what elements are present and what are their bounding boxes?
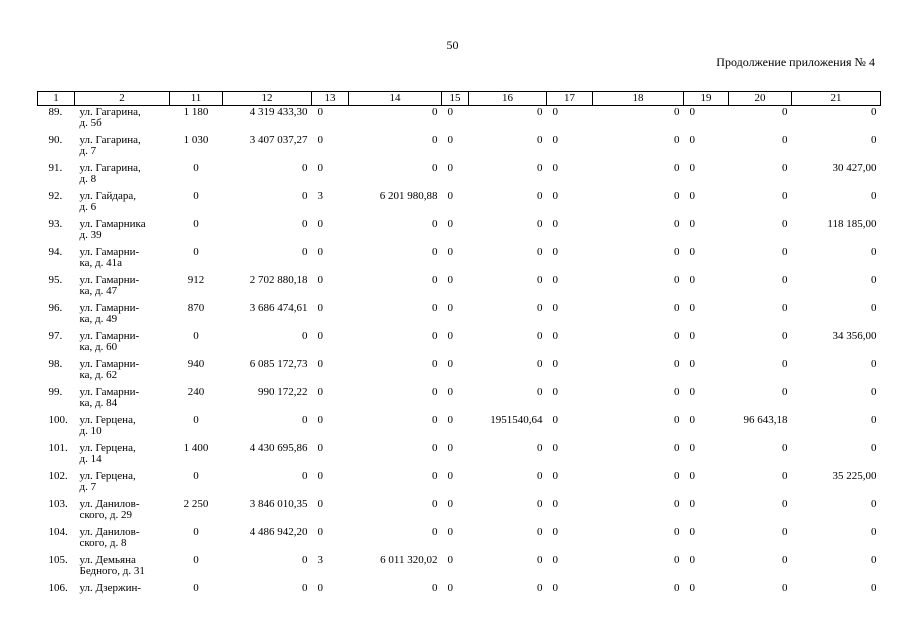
address-cell: ул. Дзержин- — [79, 583, 142, 594]
value-cell: 0 — [432, 275, 438, 286]
value-cell: 0 — [674, 443, 680, 454]
value-cell: 0 — [193, 583, 199, 594]
value-cell: 912 — [187, 275, 205, 286]
value-cell: 0 — [674, 583, 680, 594]
value-cell: 0 — [782, 219, 788, 230]
value-cell: 0 — [782, 135, 788, 146]
value-cell: 0 — [871, 247, 877, 258]
row-number-cell: 92. — [48, 191, 63, 202]
value-cell: 0 — [537, 499, 543, 510]
value-cell: 0 — [317, 499, 323, 510]
value-cell: 0 — [537, 443, 543, 454]
column-header: 16 — [469, 92, 547, 106]
table-row — [38, 583, 881, 611]
value-cell: 0 — [552, 499, 558, 510]
value-cell: 0 — [447, 331, 453, 342]
value-cell: 0 — [782, 247, 788, 258]
value-cell: 0 — [317, 275, 323, 286]
value-cell: 0 — [537, 163, 543, 174]
table-row — [38, 247, 881, 275]
value-cell: 4 430 695,86 — [249, 443, 308, 454]
table-row — [38, 331, 881, 359]
value-cell: 870 — [187, 303, 205, 314]
value-cell: 0 — [674, 555, 680, 566]
value-cell: 118 185,00 — [827, 219, 877, 230]
value-cell: 0 — [302, 471, 308, 482]
address-cell: ул. Гамарни- ка, д. 60 — [79, 331, 140, 353]
value-cell: 0 — [689, 303, 695, 314]
table-row — [38, 191, 881, 219]
column-header: 12 — [223, 92, 312, 106]
value-cell: 0 — [552, 555, 558, 566]
value-cell: 0 — [537, 471, 543, 482]
value-cell: 0 — [447, 275, 453, 286]
column-header: 1 — [38, 92, 75, 106]
value-cell: 0 — [782, 387, 788, 398]
value-cell: 0 — [689, 527, 695, 538]
value-cell: 0 — [782, 527, 788, 538]
value-cell: 0 — [193, 331, 199, 342]
value-cell: 0 — [432, 527, 438, 538]
value-cell: 0 — [317, 331, 323, 342]
value-cell: 0 — [537, 106, 543, 118]
value-cell: 0 — [689, 135, 695, 146]
value-cell: 0 — [317, 443, 323, 454]
value-cell: 30 427,00 — [832, 163, 877, 174]
value-cell: 0 — [871, 387, 877, 398]
address-cell: ул. Гамарни- ка, д. 84 — [79, 387, 140, 409]
value-cell: 0 — [689, 499, 695, 510]
value-cell: 0 — [537, 387, 543, 398]
value-cell: 0 — [689, 583, 695, 594]
value-cell: 0 — [317, 359, 323, 370]
value-cell: 0 — [871, 275, 877, 286]
value-cell: 0 — [432, 471, 438, 482]
value-cell: 0 — [871, 555, 877, 566]
header-row — [38, 92, 881, 106]
value-cell: 0 — [193, 191, 199, 202]
value-cell: 3 686 474,61 — [249, 303, 308, 314]
value-cell: 0 — [447, 555, 453, 566]
address-cell: ул. Демьяна Бедного, д. 31 — [79, 555, 145, 577]
value-cell: 0 — [552, 527, 558, 538]
table-body — [38, 106, 881, 612]
value-cell: 0 — [689, 191, 695, 202]
address-cell: ул. Гамарни- ка, д. 49 — [79, 303, 140, 325]
value-cell: 0 — [447, 415, 453, 426]
value-cell: 0 — [447, 471, 453, 482]
value-cell: 0 — [782, 106, 788, 118]
column-header: 17 — [547, 92, 593, 106]
value-cell: 0 — [302, 331, 308, 342]
row-number-cell: 96. — [48, 303, 63, 314]
value-cell: 0 — [302, 415, 308, 426]
value-cell: 3 407 037,27 — [249, 135, 308, 146]
row-number-cell: 103. — [48, 499, 68, 510]
row-number-cell: 95. — [48, 275, 63, 286]
column-header: 13 — [312, 92, 349, 106]
value-cell: 0 — [432, 219, 438, 230]
row-number-cell: 100. — [48, 415, 68, 426]
value-cell: 0 — [447, 135, 453, 146]
value-cell: 0 — [689, 106, 695, 118]
value-cell: 0 — [674, 415, 680, 426]
address-cell: ул. Данилов- ского, д. 8 — [79, 527, 140, 549]
row-number-cell: 106. — [48, 583, 68, 594]
value-cell: 0 — [782, 275, 788, 286]
value-cell: 0 — [674, 499, 680, 510]
table-row — [38, 499, 881, 527]
value-cell: 0 — [537, 527, 543, 538]
value-cell: 0 — [871, 527, 877, 538]
value-cell: 0 — [447, 387, 453, 398]
value-cell: 0 — [432, 415, 438, 426]
address-cell: ул. Гагарина, д. 5б — [79, 106, 141, 129]
data-table — [37, 91, 881, 611]
value-cell: 0 — [537, 247, 543, 258]
table-row — [38, 387, 881, 415]
value-cell: 96 643,18 — [743, 415, 788, 426]
value-cell: 2 250 — [183, 499, 209, 510]
page-number: 50 — [446, 38, 459, 52]
value-cell: 0 — [447, 303, 453, 314]
value-cell: 0 — [871, 191, 877, 202]
value-cell: 0 — [447, 106, 453, 118]
value-cell: 0 — [674, 191, 680, 202]
value-cell: 0 — [871, 443, 877, 454]
table-row — [38, 275, 881, 303]
value-cell: 0 — [871, 106, 877, 118]
value-cell: 0 — [193, 555, 199, 566]
address-cell: ул. Гагарина, д. 8 — [79, 163, 141, 185]
value-cell: 0 — [432, 247, 438, 258]
column-header: 21 — [792, 92, 881, 106]
value-cell: 0 — [552, 471, 558, 482]
value-cell: 0 — [447, 163, 453, 174]
value-cell: 0 — [447, 191, 453, 202]
address-cell: ул. Гамарни- ка, д. 62 — [79, 359, 140, 381]
value-cell: 0 — [552, 583, 558, 594]
value-cell: 0 — [674, 471, 680, 482]
value-cell: 0 — [432, 359, 438, 370]
value-cell: 1 180 — [183, 106, 209, 118]
table-row — [38, 443, 881, 471]
value-cell: 0 — [302, 163, 308, 174]
value-cell: 0 — [782, 359, 788, 370]
value-cell: 0 — [193, 219, 199, 230]
value-cell: 0 — [537, 275, 543, 286]
value-cell: 0 — [432, 387, 438, 398]
value-cell: 6 011 320,02 — [380, 555, 438, 566]
value-cell: 0 — [782, 555, 788, 566]
row-number-cell: 89. — [48, 106, 63, 118]
value-cell: 0 — [552, 359, 558, 370]
value-cell: 0 — [871, 415, 877, 426]
value-cell: 0 — [782, 303, 788, 314]
value-cell: 0 — [193, 163, 199, 174]
value-cell: 0 — [432, 163, 438, 174]
value-cell: 0 — [317, 303, 323, 314]
value-cell: 0 — [552, 443, 558, 454]
value-cell: 0 — [782, 583, 788, 594]
value-cell: 0 — [689, 331, 695, 342]
value-cell: 0 — [432, 499, 438, 510]
table-row — [38, 219, 881, 247]
value-cell: 0 — [689, 247, 695, 258]
value-cell: 0 — [782, 191, 788, 202]
table-row — [38, 555, 881, 583]
value-cell: 0 — [674, 106, 680, 118]
value-cell: 0 — [552, 303, 558, 314]
value-cell: 0 — [317, 163, 323, 174]
value-cell: 0 — [674, 331, 680, 342]
value-cell: 0 — [317, 471, 323, 482]
value-cell: 0 — [552, 191, 558, 202]
value-cell: 0 — [689, 555, 695, 566]
value-cell: 0 — [317, 106, 323, 118]
row-number-cell: 98. — [48, 359, 63, 370]
table-row — [38, 135, 881, 163]
value-cell: 2 702 880,18 — [249, 275, 308, 286]
value-cell: 0 — [552, 331, 558, 342]
value-cell: 0 — [432, 583, 438, 594]
value-cell: 0 — [537, 135, 543, 146]
table-row — [38, 163, 881, 191]
value-cell: 4 319 433,30 — [249, 106, 308, 118]
value-cell: 990 172,22 — [258, 387, 308, 398]
value-cell: 0 — [302, 555, 308, 566]
table-row — [38, 303, 881, 331]
row-number-cell: 94. — [48, 247, 63, 258]
value-cell: 4 486 942,20 — [249, 527, 308, 538]
value-cell: 0 — [432, 106, 438, 118]
value-cell: 0 — [317, 583, 323, 594]
value-cell: 0 — [302, 247, 308, 258]
value-cell: 0 — [193, 415, 199, 426]
row-number-cell: 97. — [48, 331, 63, 342]
value-cell: 0 — [689, 219, 695, 230]
address-cell: ул. Герцена, д. 7 — [79, 471, 136, 493]
value-cell: 0 — [537, 583, 543, 594]
address-cell: ул. Гамарника д. 39 — [79, 219, 146, 241]
table-row — [38, 106, 881, 136]
value-cell: 0 — [193, 527, 199, 538]
value-cell: 0 — [871, 303, 877, 314]
value-cell: 0 — [537, 359, 543, 370]
value-cell: 6 201 980,88 — [379, 191, 438, 202]
value-cell: 0 — [537, 191, 543, 202]
value-cell: 0 — [871, 583, 877, 594]
value-cell: 6 085 172,73 — [249, 359, 308, 370]
value-cell: 0 — [674, 275, 680, 286]
value-cell: 0 — [871, 359, 877, 370]
row-number-cell: 102. — [48, 471, 68, 482]
value-cell: 0 — [689, 387, 695, 398]
value-cell: 0 — [782, 471, 788, 482]
value-cell: 0 — [674, 527, 680, 538]
value-cell: 0 — [674, 219, 680, 230]
value-cell: 0 — [432, 303, 438, 314]
value-cell: 0 — [552, 275, 558, 286]
value-cell: 0 — [447, 583, 453, 594]
value-cell: 0 — [537, 555, 543, 566]
value-cell: 0 — [674, 387, 680, 398]
value-cell: 0 — [674, 135, 680, 146]
address-cell: ул. Герцена, д. 14 — [79, 443, 136, 465]
value-cell: 3 — [317, 191, 323, 202]
value-cell: 3 846 010,35 — [249, 499, 308, 510]
row-number-cell: 99. — [48, 387, 63, 398]
value-cell: 940 — [187, 359, 205, 370]
row-number-cell: 105. — [48, 555, 68, 566]
value-cell: 0 — [317, 247, 323, 258]
value-cell: 0 — [302, 219, 308, 230]
value-cell: 0 — [302, 583, 308, 594]
value-cell: 0 — [689, 275, 695, 286]
table-row — [38, 471, 881, 499]
column-header: 14 — [349, 92, 442, 106]
address-cell: ул. Гамарни- ка, д. 47 — [79, 275, 140, 297]
value-cell: 0 — [193, 471, 199, 482]
value-cell: 0 — [689, 471, 695, 482]
value-cell: 0 — [447, 527, 453, 538]
table-row — [38, 527, 881, 555]
value-cell: 0 — [552, 415, 558, 426]
value-cell: 0 — [537, 219, 543, 230]
value-cell: 0 — [552, 387, 558, 398]
value-cell: 0 — [674, 303, 680, 314]
value-cell: 3 — [317, 555, 323, 566]
address-cell: ул. Гамарни- ка, д. 41а — [79, 247, 140, 269]
value-cell: 0 — [447, 247, 453, 258]
value-cell: 1 030 — [183, 135, 209, 146]
column-header: 11 — [170, 92, 223, 106]
value-cell: 0 — [317, 387, 323, 398]
value-cell: 0 — [317, 527, 323, 538]
value-cell: 0 — [782, 443, 788, 454]
value-cell: 0 — [302, 191, 308, 202]
value-cell: 0 — [317, 219, 323, 230]
value-cell: 0 — [432, 443, 438, 454]
value-cell: 0 — [447, 499, 453, 510]
column-header: 2 — [75, 92, 170, 106]
column-header: 19 — [684, 92, 729, 106]
value-cell: 0 — [537, 331, 543, 342]
value-cell: 0 — [317, 135, 323, 146]
value-cell: 0 — [674, 247, 680, 258]
value-cell: 0 — [782, 499, 788, 510]
continuation-label: Продолжение приложения № 4 — [716, 55, 875, 69]
row-number-cell: 91. — [48, 163, 63, 174]
address-cell: ул. Данилов- ского, д. 29 — [79, 499, 140, 521]
value-cell: 0 — [447, 443, 453, 454]
address-cell: ул. Гайдара, д. 6 — [79, 191, 136, 213]
value-cell: 0 — [782, 331, 788, 342]
value-cell: 0 — [317, 415, 323, 426]
value-cell: 0 — [552, 219, 558, 230]
value-cell: 1951540,64 — [490, 415, 543, 426]
value-cell: 0 — [552, 247, 558, 258]
table-row — [38, 415, 881, 443]
row-number-cell: 101. — [48, 443, 68, 454]
value-cell: 0 — [552, 106, 558, 118]
value-cell: 0 — [674, 163, 680, 174]
value-cell: 0 — [537, 303, 543, 314]
value-cell: 0 — [689, 163, 695, 174]
value-cell: 0 — [447, 359, 453, 370]
value-cell: 34 356,00 — [832, 331, 877, 342]
value-cell: 1 400 — [183, 443, 209, 454]
value-cell: 0 — [871, 499, 877, 510]
table-row — [38, 359, 881, 387]
address-cell: ул. Герцена, д. 10 — [79, 415, 136, 437]
value-cell: 0 — [432, 331, 438, 342]
row-number-cell: 104. — [48, 527, 68, 538]
row-number-cell: 90. — [48, 135, 63, 146]
value-cell: 0 — [552, 163, 558, 174]
value-cell: 0 — [689, 415, 695, 426]
column-header: 15 — [442, 92, 469, 106]
value-cell: 0 — [552, 135, 558, 146]
column-header: 20 — [729, 92, 792, 106]
value-cell: 0 — [782, 163, 788, 174]
value-cell: 0 — [674, 359, 680, 370]
value-cell: 0 — [689, 443, 695, 454]
address-cell: ул. Гагарина, д. 7 — [79, 135, 141, 157]
value-cell: 0 — [689, 359, 695, 370]
column-header: 18 — [593, 92, 684, 106]
value-cell: 0 — [432, 135, 438, 146]
value-cell: 240 — [187, 387, 205, 398]
value-cell: 0 — [447, 219, 453, 230]
value-cell: 0 — [871, 135, 877, 146]
row-number-cell: 93. — [48, 219, 63, 230]
value-cell: 0 — [193, 247, 199, 258]
value-cell: 35 225,00 — [832, 471, 877, 482]
table-header — [38, 92, 881, 106]
